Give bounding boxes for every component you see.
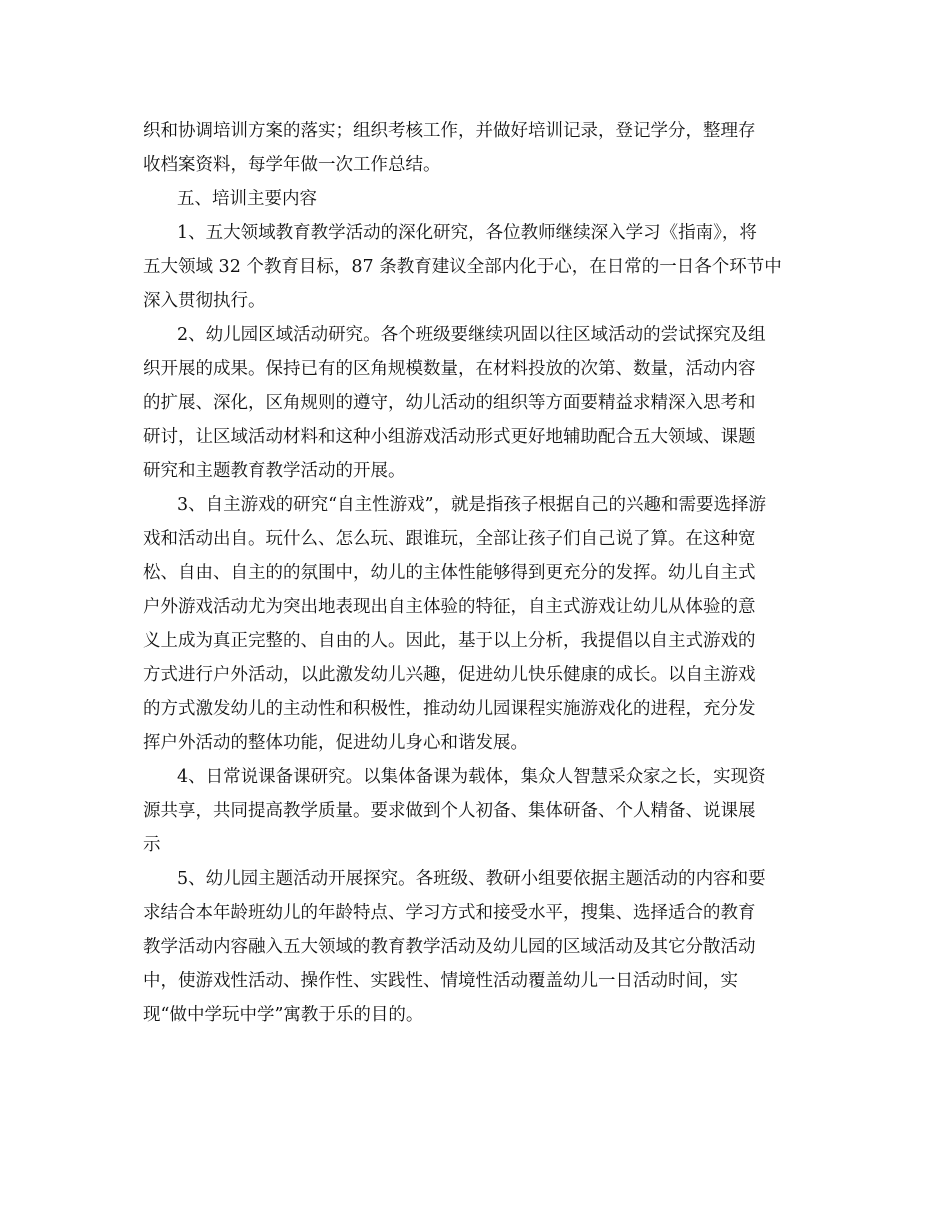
text-line: 织和协调培训方案的落实；组织考核工作，并做好培训记录，登记学分，整理存 xyxy=(143,121,756,141)
text-line: 2、幼儿园区域活动研究。各个班级要继续巩固以往区域活动的尝试探究及组 xyxy=(177,325,766,345)
text-line: 戏和活动出自。玩什么、怎么玩、跟谁玩，全部让孩子们自己说了算。在这种宽 xyxy=(143,529,756,549)
text-line: 五大领域 32 个教育目标，87 条教育建议全部内化于心，在日常的一日各个环节中 xyxy=(143,257,782,277)
text-line: 求结合本年龄班幼儿的年龄特点、学习方式和接受水平，搜集、选择适合的教育 xyxy=(143,903,756,923)
text-line: 松、自由、自主的的氛围中，幼儿的主体性能够得到更充分的发挥。幼儿自主式 xyxy=(143,563,756,583)
text-line: 研究和主题教育教学活动的开展。 xyxy=(143,461,406,481)
text-line: 示 xyxy=(143,835,161,855)
text-line: 挥户外活动的整体功能，促进幼儿身心和谐发展。 xyxy=(143,733,528,753)
text-line: 的扩展、深化，区角规则的遵守，幼儿活动的组织等方面要精益求精深入思考和 xyxy=(143,393,756,413)
section-heading: 五、培训主要内容 xyxy=(177,189,317,209)
text-line: 4、日常说课备课研究。以集体备课为载体，集众人智慧采众家之长，实现资 xyxy=(177,767,766,787)
text-line: 5、幼儿园主题活动开展探究。各班级、教研小组要依据主题活动的内容和要 xyxy=(177,869,766,889)
text-line: 义上成为真正完整的、自由的人。因此，基于以上分析，我提倡以自主式游戏的 xyxy=(143,631,756,651)
text-line: 的方式激发幼儿的主动性和积极性，推动幼儿园课程实施游戏化的进程，充分发 xyxy=(143,699,756,719)
text-line: 方式进行户外活动，以此激发幼儿兴趣，促进幼儿快乐健康的成长。以自主游戏 xyxy=(143,665,756,685)
text-line: 深入贯彻执行。 xyxy=(143,291,266,311)
text-line: 中，使游戏性活动、操作性、实践性、情境性活动覆盖幼儿一日活动时间，实 xyxy=(143,971,738,991)
text-line: 源共享，共同提高教学质量。要求做到个人初备、集体研备、个人精备、说课展 xyxy=(143,801,756,821)
text-line: 1、五大领域教育教学活动的深化研究，各位教师继续深入学习《指南》，将 xyxy=(177,223,757,243)
text-line: 教学活动内容融入五大领域的教育教学活动及幼儿园的区域活动及其它分散活动 xyxy=(143,937,756,957)
text-line: 织开展的成果。保持已有的区角规模数量，在材料投放的次第、数量，活动内容 xyxy=(143,359,756,379)
text-line: 现“做中学玩中学”寓教于乐的目的。 xyxy=(143,1005,424,1025)
text-line: 研讨，让区域活动材料和这种小组游戏活动形式更好地辅助配合五大领域、课题 xyxy=(143,427,756,447)
text-line: 3、自主游戏的研究“自主性游戏”，就是指孩子根据自己的兴趣和需要选择游 xyxy=(177,495,767,515)
text-line: 户外游戏活动尤为突出地表现出自主体验的特征，自主式游戏让幼儿从体验的意 xyxy=(143,597,756,617)
text-line: 收档案资料，每学年做一次工作总结。 xyxy=(143,155,441,175)
